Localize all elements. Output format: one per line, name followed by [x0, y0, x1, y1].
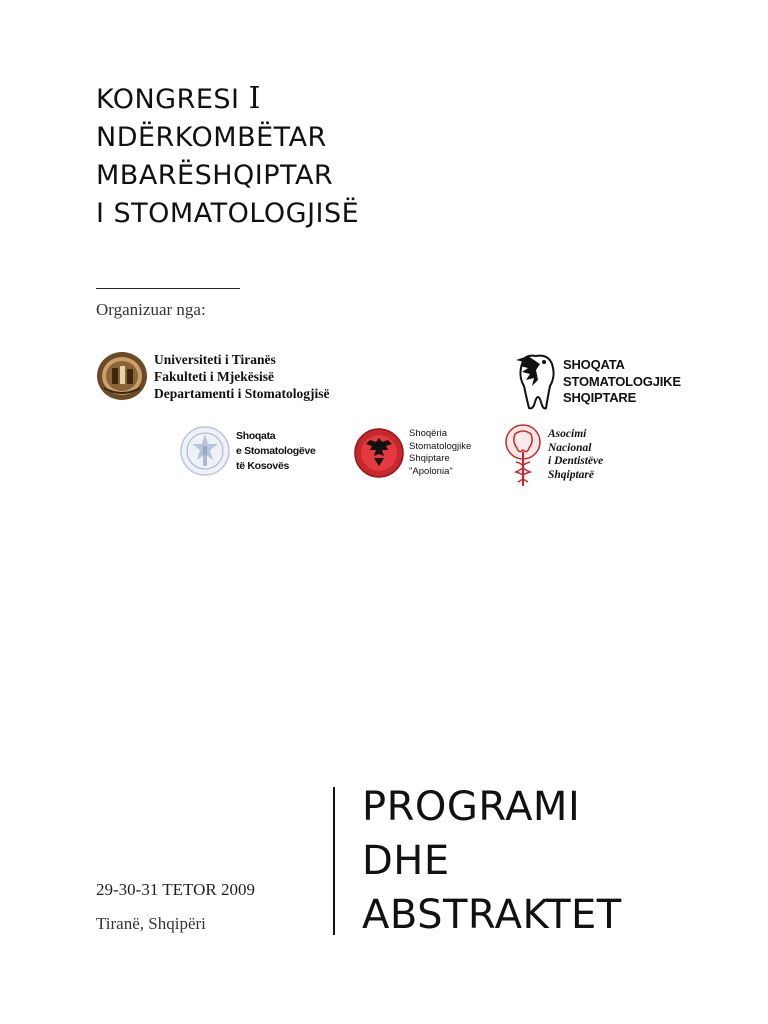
organizer-university: [96, 350, 329, 402]
title-numeral: I: [248, 81, 261, 116]
tooth-eagle-icon: [514, 352, 560, 412]
shss-line-3: SHQIPTARE: [563, 390, 637, 406]
university-seal-icon: [96, 350, 148, 402]
kosovo-line-1: Shoqata: [236, 429, 276, 442]
ands-line-2: Nacional: [548, 441, 592, 454]
program-line-1: PROGRAMI: [362, 784, 581, 830]
ands-line-1: Asocimi: [548, 428, 587, 440]
title-line-3: MBARËSHQIPTAR: [96, 160, 334, 191]
organizer-kosovo: [180, 426, 316, 476]
program-heading: [362, 780, 622, 942]
ands-line-4: Shqiptarë: [548, 468, 595, 481]
apolonia-line-2: Stomatologjike: [409, 440, 472, 452]
university-name: [154, 351, 329, 402]
shss-line-1: SHOQATA: [563, 357, 625, 373]
organizer-shss: [514, 352, 681, 412]
shss-name: [563, 357, 681, 407]
caduceus-tooth-icon: [502, 422, 544, 488]
program-line-3: ABSTRAKTET: [362, 892, 622, 938]
kosovo-name: [236, 429, 316, 474]
organized-by-label: Organizuar nga:: [96, 300, 206, 319]
kosovo-line-3: të Kosovës: [236, 459, 290, 472]
shss-line-2: STOMATOLOGJIKE: [563, 373, 681, 389]
organizer-apolonia: [354, 428, 471, 478]
congress-title: [96, 80, 516, 233]
eagle-circle-icon: [354, 428, 404, 478]
title-line-1: KONGRESI I: [96, 81, 261, 116]
university-line-1: Universiteti i Tiranës: [154, 351, 276, 367]
event-dates: 29-30-31 TETOR 2009: [96, 880, 255, 899]
ands-name: [548, 428, 603, 482]
apolonia-line-3: Shqiptare: [409, 453, 450, 464]
apolonia-name: [409, 428, 471, 478]
title-line-4: I STOMATOLOGJISË: [96, 198, 360, 229]
university-line-2: Fakulteti i Mjekësisë: [154, 368, 274, 384]
title-divider: [96, 288, 240, 289]
organizer-ands: [502, 422, 603, 488]
title-line-2: NDËRKOMBËTAR: [96, 122, 327, 153]
kosovo-society-seal-icon: [180, 426, 230, 476]
vertical-divider: [333, 787, 335, 935]
kosovo-line-2: e Stomatologëve: [236, 444, 316, 457]
university-line-3: Departamenti i Stomatologjisë: [154, 385, 330, 401]
event-location: Tiranë, Shqipëri: [96, 914, 206, 933]
apolonia-line-4: "Apolonia": [409, 465, 453, 477]
program-line-2: DHE: [362, 838, 450, 884]
ands-line-3: i Dentistëve: [548, 455, 604, 467]
apolonia-line-1: Shoqëria: [409, 428, 448, 439]
